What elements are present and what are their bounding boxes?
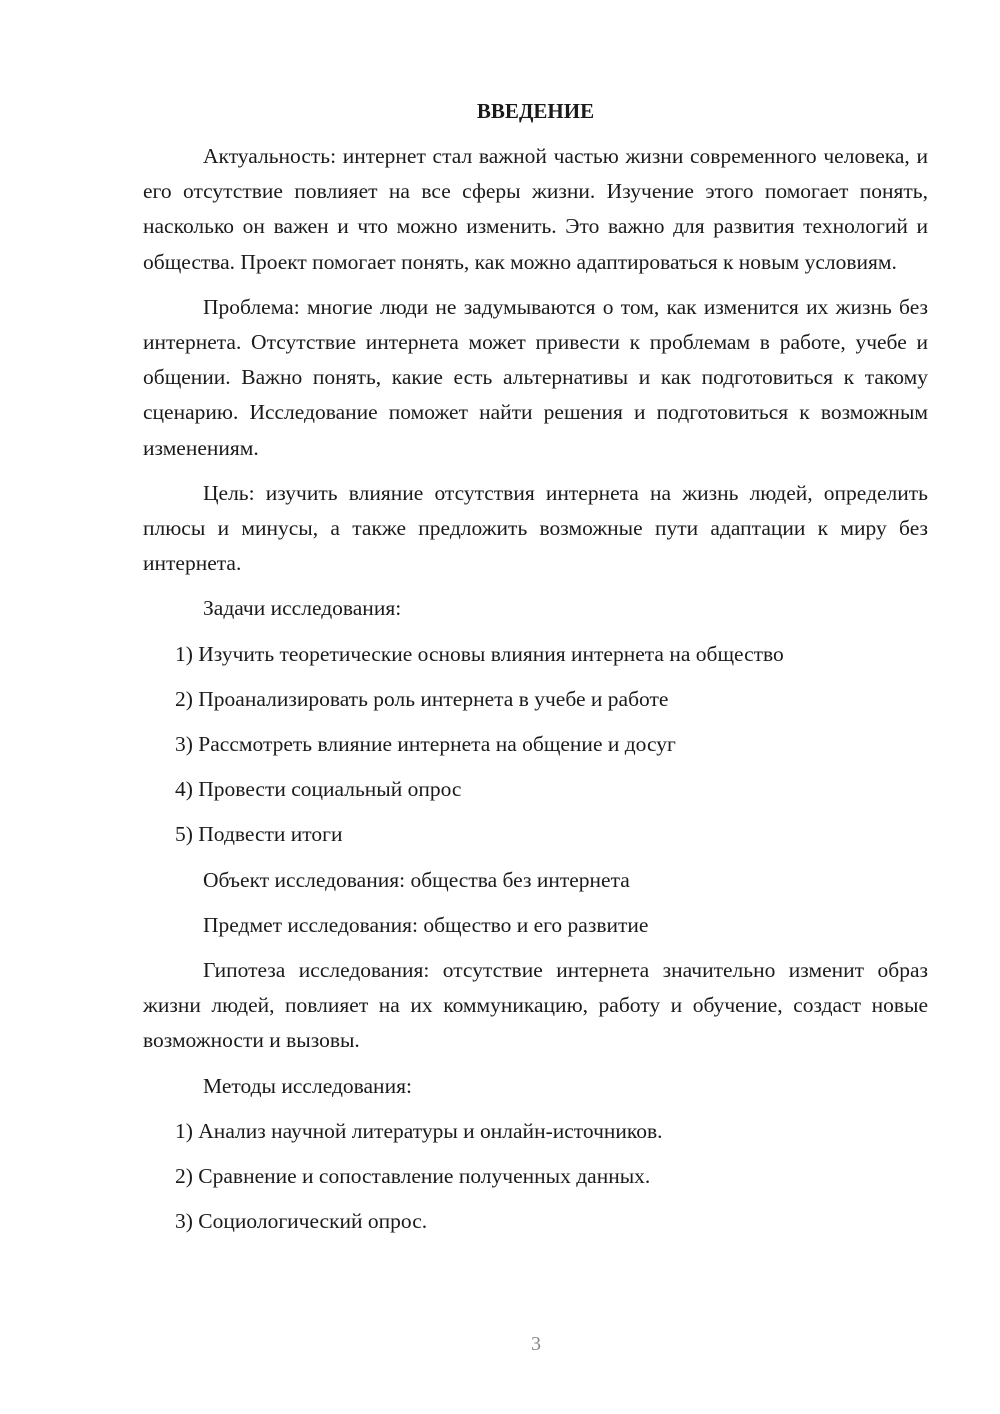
list-item: 1) Анализ научной литературы и онлайн-источников. — [175, 1118, 663, 1143]
problem-paragraph: Проблема: многие люди не задумываются о том, как изменится их жизнь без интернета. Отсутствие интернета может привести к проблемам в работе, учебе и общении. Важно понять, какие есть альтернативы и как подготовиться к такому сценарию. Исследование поможет найти решения и подготовиться к возможным изменениям. — [143, 294, 928, 460]
page-number: 3 — [531, 1333, 541, 1355]
list-item: 4) Провести социальный опрос — [175, 777, 462, 802]
tasks-list — [143, 637, 928, 853]
goal-paragraph: Цель: изучить влияние отсутствия интернета на жизнь людей, определить плюсы и минусы, а также предложить возможные пути адаптации к миру без интернета. — [143, 480, 928, 576]
list-item: 1) Изучить теоретические основы влияния интернета на общество — [175, 641, 784, 666]
methods-list — [143, 1114, 928, 1240]
methods-heading: Методы исследования: — [203, 1073, 412, 1098]
list-item: 5) Подвести итоги — [175, 822, 343, 847]
research-object: Объект исследования: общества без интернета — [203, 867, 630, 892]
relevance-paragraph: Актуальность: интернет стал важной частью жизни современного человека, и его отсутствие повлияет на все сферы жизни. Изучение этого помогает понять, насколько он важен и что можно изменить. Это важно для развития технологий и общества. Проект помогает понять, как можно адаптироваться к новым условиям. — [143, 144, 928, 274]
document-page — [143, 96, 928, 1249]
list-item: 3) Рассмотреть влияние интернета на общение и досуг — [175, 732, 676, 757]
list-item: 2) Сравнение и сопоставление полученных данных. — [175, 1164, 651, 1189]
list-item: 2) Проанализировать роль интернета в учебе и работе — [175, 686, 669, 711]
list-item: 3) Социологический опрос. — [175, 1209, 428, 1234]
research-subject: Предмет исследования: общество и его развитие — [203, 912, 649, 937]
tasks-heading: Задачи исследования: — [203, 596, 402, 621]
page-title: ВВЕДЕНИЕ — [476, 99, 595, 123]
hypothesis-paragraph: Гипотеза исследования: отсутствие интернета значительно изменит образ жизни людей, повлияет на их коммуникацию, работу и обучение, создаст новые возможности и вызовы. — [143, 958, 928, 1053]
